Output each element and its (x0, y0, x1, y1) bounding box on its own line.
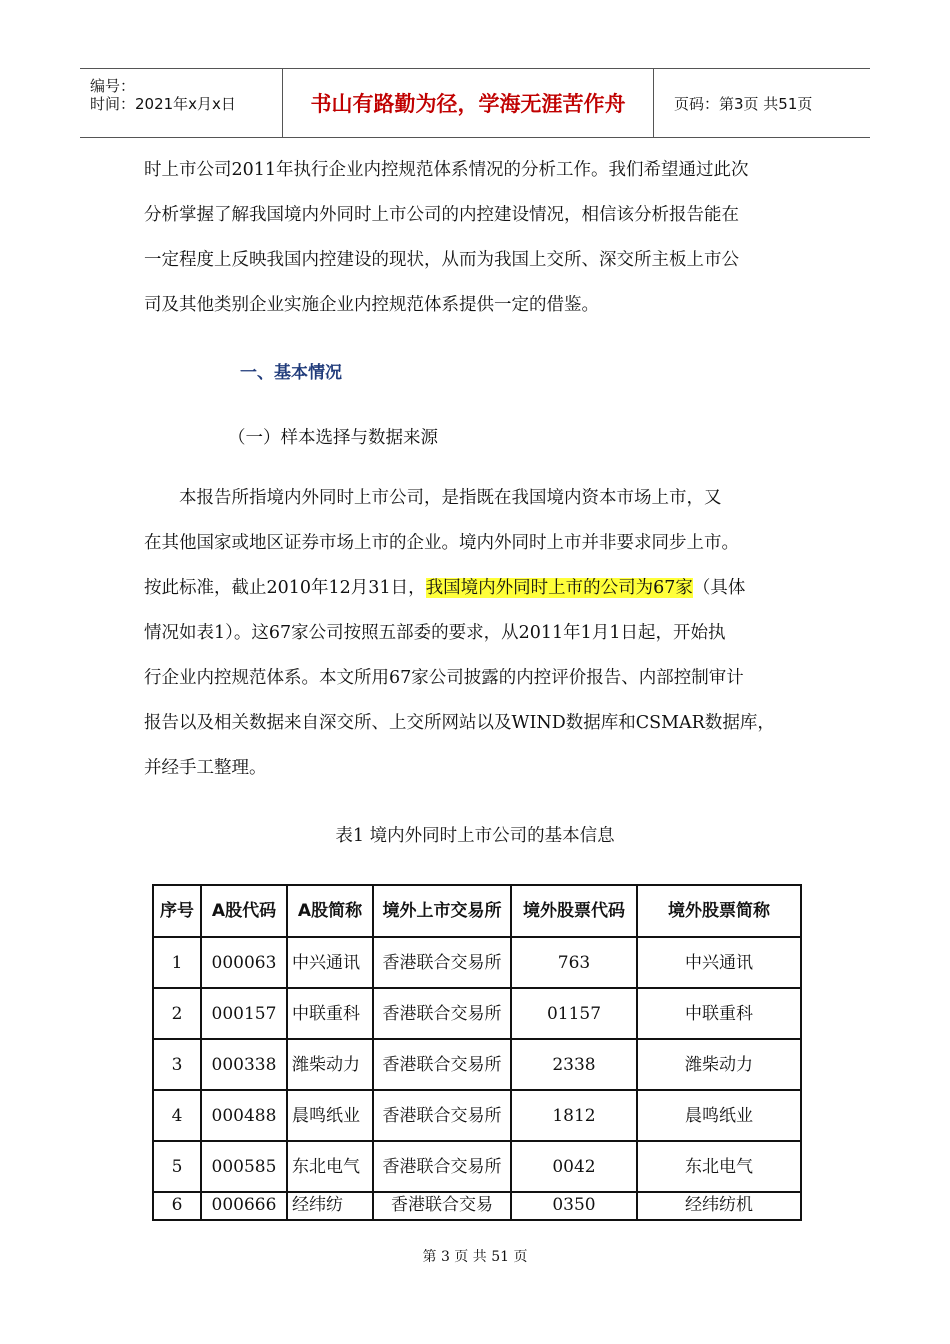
cell-foreign-name: 晨鸣纸业 (637, 1090, 801, 1141)
cell-index: 3 (153, 1039, 201, 1090)
col-header-foreign-name: 境外股票简称 (637, 885, 801, 937)
col-header-foreign-code: 境外股票代码 (511, 885, 637, 937)
page-footer: 第 3 页 共 51 页 (422, 1249, 528, 1265)
cell-exchange: 香港联合交易所 (373, 1039, 511, 1090)
header-page-info (664, 69, 870, 137)
table-row (153, 1090, 801, 1141)
cell-index: 6 (153, 1192, 201, 1220)
cell-foreign-code: 0042 (511, 1141, 637, 1192)
cell-foreign-name: 潍柴动力 (637, 1039, 801, 1090)
intro-line: 分析掌握了解我国境内外同时上市公司的内控建设情况，相信该分析报告能在 (144, 205, 739, 225)
body-line: 并经手工整理。 (144, 758, 267, 778)
body-line-highlighted (144, 566, 814, 611)
cell-a-name: 中兴通讯 (287, 937, 373, 988)
cell-foreign-code: 2338 (511, 1039, 637, 1090)
cell-a-name: 东北电气 (287, 1141, 373, 1192)
cell-a-code: 000585 (201, 1141, 287, 1192)
body-paragraph (144, 476, 814, 791)
body-line: 报告以及相关数据来自深交所、上交所网站以及WIND数据库和CSMAR数据库， (144, 713, 775, 733)
table-caption: 表1 境内外同时上市公司的基本信息 (335, 826, 615, 846)
cell-a-code: 000488 (201, 1090, 287, 1141)
cell-a-name: 潍柴动力 (287, 1039, 373, 1090)
header-motto: 书山有路勤为径，学海无涯苦作舟 (282, 69, 654, 137)
cell-a-code: 000063 (201, 937, 287, 988)
body-text: 按此标准，截止2010年12月31日， (144, 578, 426, 598)
table-row (153, 988, 801, 1039)
cell-a-name: 经纬纺 (287, 1192, 373, 1220)
header-meta (80, 69, 280, 137)
col-header-a-name: A股简称 (287, 885, 373, 937)
intro-line: 司及其他类别企业实施企业内控规范体系提供一定的借鉴。 (144, 295, 599, 315)
col-header-index: 序号 (153, 885, 201, 937)
cell-exchange: 香港联合交易所 (373, 1141, 511, 1192)
table-header-row (153, 885, 801, 937)
cell-index: 5 (153, 1141, 201, 1192)
cell-index: 4 (153, 1090, 201, 1141)
cell-a-code: 000338 (201, 1039, 287, 1090)
cell-a-name: 晨鸣纸业 (287, 1090, 373, 1141)
cell-a-name: 中联重科 (287, 988, 373, 1039)
table-row (153, 1192, 801, 1220)
cell-foreign-code: 01157 (511, 988, 637, 1039)
cell-foreign-code: 763 (511, 937, 637, 988)
table-row (153, 937, 801, 988)
cell-a-code: 000157 (201, 988, 287, 1039)
cell-exchange: 香港联合交易所 (373, 1090, 511, 1141)
table-row (153, 1039, 801, 1090)
cell-a-code: 000666 (201, 1192, 287, 1220)
body-text: （具体 (692, 578, 746, 598)
table-row (153, 1141, 801, 1192)
page-header (80, 68, 870, 138)
cell-index: 2 (153, 988, 201, 1039)
cell-foreign-name: 经纬纺机 (637, 1192, 801, 1220)
header-page-text: 页码：第3页 共51页 (674, 94, 813, 113)
cell-index: 1 (153, 937, 201, 988)
intro-line: 一定程度上反映我国内控建设的现状，从而为我国上交所、深交所主板上市公 (144, 250, 739, 270)
cell-foreign-code: 1812 (511, 1090, 637, 1141)
cell-foreign-name: 东北电气 (637, 1141, 801, 1192)
highlighted-text: 我国境内外同时上市的公司为67家 (425, 578, 693, 598)
header-number: 编号： (90, 77, 136, 95)
body-line: 本报告所指境内外同时上市公司，是指既在我国境内资本市场上市，又 (144, 488, 722, 508)
body-line: 在其他国家或地区证券市场上市的企业。境内外同时上市并非要求同步上市。 (144, 533, 739, 553)
header-time: 时间：2021年x月x日 (90, 95, 236, 113)
cell-exchange: 香港联合交易所 (373, 937, 511, 988)
cell-exchange: 香港联合交易所 (373, 988, 511, 1039)
cell-exchange: 香港联合交易 (373, 1192, 511, 1220)
cell-foreign-name: 中联重科 (637, 988, 801, 1039)
subsection-heading: （一）样本选择与数据来源 (228, 428, 438, 448)
section-heading: 一、基本情况 (240, 363, 342, 383)
body-line: 情况如表1）。这67家公司按照五部委的要求，从2011年1月1日起，开始执 (144, 623, 726, 643)
intro-line: 时上市公司2011年执行企业内控规范体系情况的分析工作。我们希望通过此次 (144, 160, 749, 180)
company-table (152, 884, 802, 1221)
intro-paragraph (144, 148, 814, 328)
col-header-a-code: A股代码 (201, 885, 287, 937)
body-line: 行企业内控规范体系。本文所用67家公司披露的内控评价报告、内部控制审计 (144, 668, 744, 688)
cell-foreign-name: 中兴通讯 (637, 937, 801, 988)
cell-foreign-code: 0350 (511, 1192, 637, 1220)
col-header-exchange: 境外上市交易所 (373, 885, 511, 937)
